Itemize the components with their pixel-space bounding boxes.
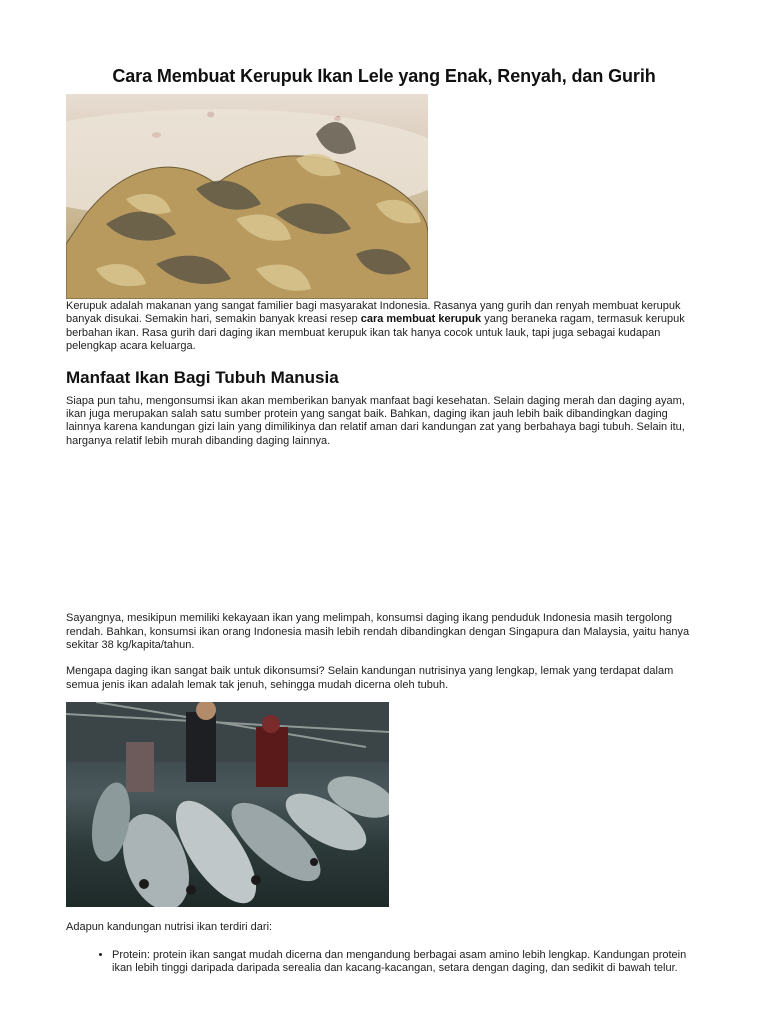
- intro-text-after: yang beraneka ragam, termasuk kerupuk berbahan ikan. Rasa gurih dari daging ikan membuat kerupuk ikan tak hanya cocok untuk lauk, tapi juga sebagai kudapan pelengkap acara keluarga.: [66, 313, 685, 353]
- nutrition-list: [66, 949, 702, 976]
- paragraph-2: Sayangnya, mesikipun memiliki kekayaan ikan yang melimpah, konsumsi daging ikang penduduk Indonesia masih tergolong rendah. Bahkan, konsumsi ikan orang Indonesia masih lebih rendah dibandingkan dengan Singapura dan Malaysia, yaitu hanya sekitar 38 kg/kapita/tahun.: [66, 612, 690, 652]
- paragraph-3: Mengapa daging ikan sangat baik untuk dikonsumsi? Selain kandungan nutrisinya yang lengkap, lemak yang terdapat dalam semua jenis ikan adalah lemak tak jenuh, sehingga mudah dicerna oleh tubuh.: [66, 665, 674, 691]
- fried-fish-crackers-image: [66, 94, 428, 299]
- paragraph-1: Siapa pun tahu, mengonsumsi ikan akan memberikan banyak manfaat bagi kesehatan. Selain daging merah dan daging ayam, ikan juga merupakan salah satu sumber protein yang sangat baik. Bahkan, daging ikan jauh lebih baik dibandingkan daging lainnya karena kandungan gizi lain yang dimilikinya dan relatif aman dari kandungan zat yang berbahaya bagi tubuh. Selain itu, harganya relatif lebih murah dibanding daging lainnya.: [66, 394, 685, 447]
- list-item: • Protein: protein ikan sangat mudah dicerna dan mengandung berbagai asam amino lebih lengkap. Kandungan protein ikan lebih tinggi daripada daripada serealia dan kacang-kacangan, setara dengan daging, dan sedikit di bawah telur.: [112, 949, 702, 976]
- intro-text-before: Kerupuk adalah makanan yang sangat familier bagi masyarakat Indonesia. Rasanya yang gurih dan renyah membuat kerupuk banyak disukai. Semakin hari, semakin banyak kreasi resep: [66, 300, 681, 326]
- section-heading: Manfaat Ikan Bagi Tubuh Manusia: [66, 367, 339, 387]
- fish-market-image: [66, 702, 389, 907]
- intro-paragraph: [66, 300, 702, 354]
- paragraph-4: Adapun kandungan nutrisi ikan terdiri dari:: [66, 921, 273, 934]
- blank-space: [66, 448, 702, 612]
- document-page: [66, 62, 702, 976]
- intro-bold-link: cara membuat kerupuk: [360, 313, 482, 326]
- page-title: Cara Membuat Kerupuk Ikan Lele yang Enak, Renyah, dan Gurih: [112, 66, 656, 86]
